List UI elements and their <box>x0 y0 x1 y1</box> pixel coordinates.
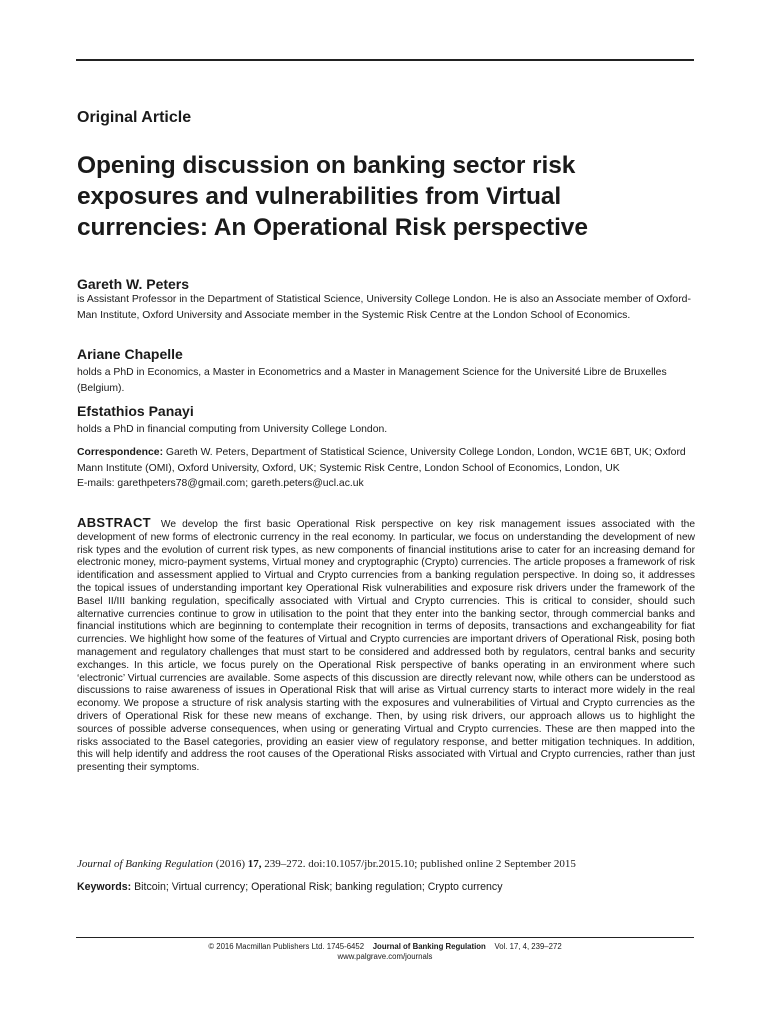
author-bio: is Assistant Professor in the Department of Statistical Science, University College London. He is also an Associate member of Oxford-Man Institute, Oxford University and Associate member in the Systemic Risk Centre at the London School of Economics. <box>77 294 691 321</box>
page-footer <box>76 942 694 962</box>
footer-url[interactable]: www.palgrave.com/journals <box>337 952 433 961</box>
abstract <box>77 517 695 775</box>
citation-journal: Journal of Banking Regulation <box>77 858 213 870</box>
keywords-label: Keywords: <box>77 881 132 893</box>
section-label: Original Article <box>77 109 192 126</box>
correspondence-label: Correspondence: <box>77 447 164 458</box>
footer-copyright: © 2016 Macmillan Publishers Ltd. 1745-6452 <box>208 942 365 951</box>
keywords <box>77 881 697 893</box>
citation-rest: 239–272. doi:10.1057/jbr.2015.10; published online 2 September 2015 <box>261 858 576 870</box>
citation <box>77 858 697 870</box>
abstract-text: We develop the first basic Operational Risk perspective on key risk management issues associated with the development of new forms of electronic currency in the real economy. In particular, we focus on understanding the development of new risk types and the evolution of current risk types, as new components of financial institutions arise to cater for an increasing demand for electronic money, micro-payment systems, Virtual money and cryptographic (Crypto) currencies. The article proposes a framework of risk identification and assessment applied to Virtual and Crypto currencies from a banking regulation perspective. In doing so, it addresses the topical issues of understanding important key Operational Risk vulnerabilities and exposure risk drivers under the framework of the Basel II/III banking regulation, specifically associated with Virtual and Crypto currencies. This is critical to consider, should such alternative currencies continue to grow in utilisation to the point that they enter into the banking sector, through commercial banks and financial institutions which are beginning to contemplate their recognition in terms of deposits, transactions and exchangeability for fiat currencies. We highlight how some of the features of Virtual and Crypto currencies are important drivers of Operational Risk, posing both management and regulatory challenges that must start to be considered and addressed both by regulators, central banks and security exchanges. In this article, we focus purely on the Operational Risk perspective of banks operating in an environment where such ‘electronic’ Virtual currencies are available. Some aspects of this discussion are directly relevant now, while others can be understood as discussions to raise awareness of issues in Operational Risk that will arise as Virtual currency starts to interact more widely in the real economy. We propose a structure of risk analysis starting with the exposures and vulnerabilities of Virtual and Crypto currencies as the drivers of Operational Risk for these new means of exchange. Then, by using risk drivers, our approach allows us to highlight the sources of possible adverse consequences, when using or generating Virtual and Crypto currencies. These are then mapped into the risks associated to the Basel categories, providing an easier view of regulatory response, and better mitigation techniques. In addition, this will help identify and address the root causes of the Operational Risks associated with Virtual and Crypto currencies, rather than just presenting their symptoms. <box>77 519 695 774</box>
footer-journal: Journal of Banking Regulation <box>372 942 486 951</box>
keywords-text: Bitcoin; Virtual currency; Operational Risk; banking regulation; Crypto currency <box>131 881 503 893</box>
author-name: Ariane Chapelle <box>77 346 183 362</box>
correspondence <box>77 445 697 492</box>
article-title: Opening discussion on banking sector risk exposures and vulnerabilities from Virtual currencies: An Operational Risk perspective <box>77 152 588 241</box>
author-bio: holds a PhD in Economics, a Master in Econometrics and a Master in Management Science for the Université Libre de Bruxelles (Belgium). <box>77 367 667 394</box>
footer-volume: Vol. 17, 4, 239–272 <box>494 942 562 951</box>
abstract-heading: ABSTRACT <box>77 515 151 530</box>
author-name: Efstathios Panayi <box>77 403 194 419</box>
citation-volume: 17, <box>247 858 262 870</box>
bottom-rule <box>76 937 694 938</box>
citation-year: (2016) <box>212 858 248 870</box>
author-name: Gareth W. Peters <box>77 276 190 292</box>
author-bio: holds a PhD in financial computing from University College London. <box>77 424 388 435</box>
top-rule <box>76 59 694 61</box>
correspondence-text: Gareth W. Peters, Department of Statistical Science, University College London, London, WC1E 6BT, UK; Oxford Mann Institute (OMI), Oxford University, Oxford, UK; Systemic Risk Centre, London School of Economics, London, UK <box>77 447 686 474</box>
correspondence-emails[interactable]: E-mails: garethpeters78@gmail.com; gareth.peters@ucl.ac.uk <box>77 478 364 489</box>
